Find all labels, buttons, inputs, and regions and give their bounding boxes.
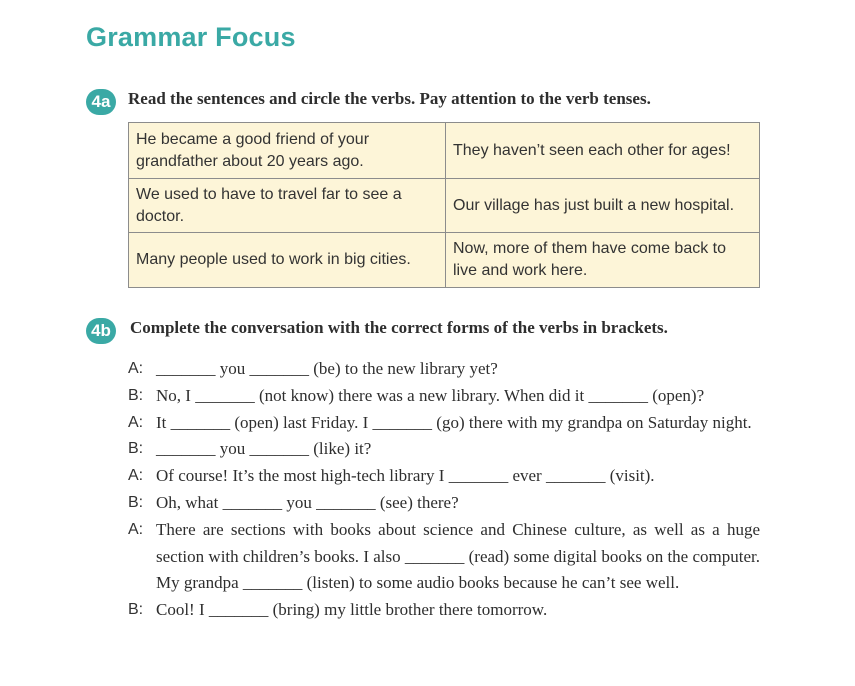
speaker-label: B: <box>128 440 144 458</box>
table-cell: We used to have to travel far to see a doctor. <box>129 179 446 233</box>
table-row <box>129 233 760 288</box>
speaker-label: B: <box>128 386 144 404</box>
conversation <box>128 356 760 624</box>
table-cell: He became a good friend of your grandfather about 20 years ago. <box>129 123 446 179</box>
table-cell: Now, more of them have come back to live and work here. <box>446 233 760 288</box>
speaker-label: A: <box>128 413 144 431</box>
dialogue-line <box>128 490 760 517</box>
page-title: Grammar Focus <box>86 22 296 52</box>
dialogue-line <box>128 463 760 490</box>
dialogue-text: _______ you _______ (like) it? <box>156 439 372 459</box>
speaker-label: A: <box>128 360 144 377</box>
exercise-4b-badge: 4b <box>86 318 116 344</box>
table-cell: They haven’t seen each other for ages! <box>446 123 760 179</box>
dialogue-text: There are sections with books about science and Chinese culture, as well as a huge section with children’s books. I also _______ (read) some digital books on the computer. My grandpa _______ (listen) to some audio books because he can’t see well. <box>156 519 760 593</box>
dialogue-line <box>128 436 760 463</box>
dialogue-line <box>128 383 760 410</box>
exercise-4a-badge: 4a <box>86 89 116 115</box>
table-row <box>129 123 760 179</box>
speaker-label: B: <box>128 493 144 511</box>
table-row <box>129 179 760 233</box>
exercise-4a-instruction: Read the sentences and circle the verbs. Pay attention to the verb tenses. <box>128 89 651 108</box>
dialogue-line <box>128 356 760 383</box>
dialogue-text: Of course! It’s the most high-tech library I _______ ever _______ (visit). <box>156 466 655 486</box>
table-cell: Many people used to work in big cities. <box>129 233 446 288</box>
dialogue-text: Oh, what _______ you _______ (see) there? <box>156 492 459 512</box>
table-cell: Our village has just built a new hospital. <box>446 179 760 233</box>
speaker-label: B: <box>128 601 144 619</box>
speaker-label: A: <box>128 467 144 485</box>
dialogue-text: No, I _______ (not know) there was a new library. When did it _______ (open)? <box>156 385 705 405</box>
sentence-table <box>128 122 760 288</box>
exercise-4b-instruction: Complete the conversation with the correct forms of the verbs in brackets. <box>130 318 668 337</box>
dialogue-text: _______ you _______ (be) to the new library yet? <box>156 359 498 378</box>
dialogue-line <box>128 517 760 597</box>
dialogue-text: It _______ (open) last Friday. I _______ (go) there with my grandpa on Saturday night. <box>156 412 752 432</box>
dialogue-line <box>128 410 760 437</box>
speaker-label: A: <box>128 520 144 538</box>
dialogue-line <box>128 597 760 624</box>
dialogue-text: Cool! I _______ (bring) my little brother there tomorrow. <box>156 600 548 620</box>
